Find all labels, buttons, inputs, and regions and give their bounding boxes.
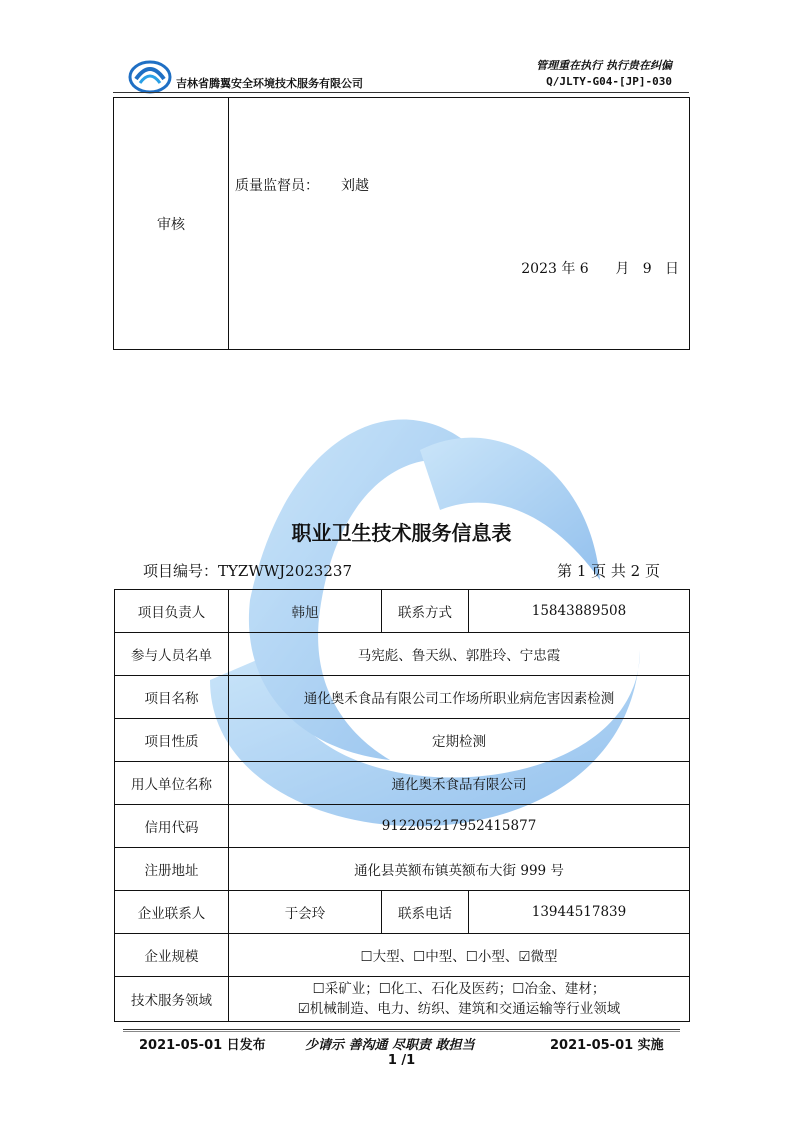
scope-line-1: ☐采矿业；☐化工、石化及医药；☐冶金、建材； — [312, 981, 606, 997]
footer-divider — [123, 1029, 680, 1030]
table-row — [115, 977, 690, 1022]
table-row — [115, 805, 690, 848]
scope-value — [229, 977, 690, 1022]
scope-label: 技术服务领域 — [115, 977, 229, 1022]
document-number: Q/JLTY-G04-[JP]-030 — [546, 75, 672, 88]
participants-label: 参与人员名单 — [115, 633, 229, 676]
credit-code-value: 912205217952415877 — [229, 805, 690, 848]
enterprise-phone-value: 13944517839 — [469, 891, 690, 934]
review-divider — [228, 98, 229, 349]
credit-code-label: 信用代码 — [115, 805, 229, 848]
review-date: 2023 年 6 月 9 日 — [521, 261, 679, 277]
header-divider — [113, 92, 689, 93]
table-row — [115, 891, 690, 934]
supervisor-name: 刘越 — [341, 178, 369, 194]
table-row — [115, 676, 690, 719]
address-label: 注册地址 — [115, 848, 229, 891]
contact-value: 15843889508 — [469, 590, 690, 633]
enterprise-contact-label: 企业联系人 — [115, 891, 229, 934]
project-leader-label: 项目负责人 — [115, 590, 229, 633]
table-row — [115, 590, 690, 633]
employer-value: 通化奥禾食品有限公司 — [229, 762, 690, 805]
address-value: 通化县英额布镇英额布大街 999 号 — [229, 848, 690, 891]
table-row — [115, 848, 690, 891]
header-motto: 管理重在执行 执行贵在纠偏 — [536, 59, 672, 72]
scope-line-2: ☑机械制造、电力、纺织、建筑和交通运输等行业领域 — [297, 1001, 621, 1017]
project-number: 项目编号：TYZWWJ2023237 — [143, 562, 352, 580]
table-row — [115, 633, 690, 676]
publish-date: 2021-05-01 日发布 — [139, 1038, 266, 1053]
footer-divider-secondary — [123, 1031, 680, 1032]
info-table — [114, 589, 690, 1022]
project-leader-value: 韩旭 — [229, 590, 382, 633]
project-nature-value: 定期检测 — [229, 719, 690, 762]
review-label: 审核 — [157, 217, 185, 233]
company-name: 吉林省腾翼安全环境技术服务有限公司 — [176, 77, 363, 90]
scale-label: 企业规模 — [115, 934, 229, 977]
participants-value: 马宪彪、鲁天纵、郭胜玲、宁忠霞 — [229, 633, 690, 676]
employer-label: 用人单位名称 — [115, 762, 229, 805]
table-row — [115, 719, 690, 762]
page-info: 第 1 页 共 2 页 — [557, 562, 660, 580]
project-nature-label: 项目性质 — [115, 719, 229, 762]
enterprise-phone-label: 联系电话 — [382, 891, 469, 934]
page-title: 职业卫生技术服务信息表 — [291, 521, 512, 545]
company-logo-icon — [126, 55, 174, 95]
scale-value: ☐大型、☐中型、☐小型、☑微型 — [229, 934, 690, 977]
enterprise-contact-value: 于会玲 — [229, 891, 382, 934]
contact-label: 联系方式 — [382, 590, 469, 633]
review-table — [113, 97, 690, 350]
table-row — [115, 934, 690, 977]
implement-date: 2021-05-01 实施 — [550, 1038, 664, 1053]
supervisor-line — [235, 175, 369, 195]
project-name-label: 项目名称 — [115, 676, 229, 719]
table-row — [115, 762, 690, 805]
project-name-value: 通化奥禾食品有限公司工作场所职业病危害因素检测 — [229, 676, 690, 719]
supervisor-label: 质量监督员： — [235, 178, 319, 194]
footer-slogan: 少请示 善沟通 尽职责 敢担当 — [305, 1038, 475, 1053]
page-number: 1 /1 — [387, 1053, 416, 1068]
